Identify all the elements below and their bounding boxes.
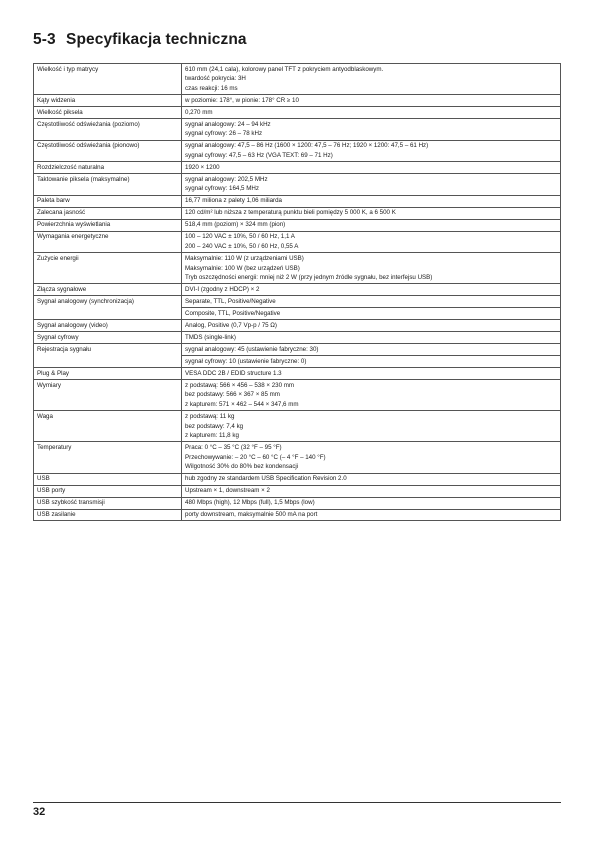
spec-value-line: 610 mm (24,1 cala), kolorowy panel TFT z pokryciem antyodblaskowym. bbox=[185, 65, 384, 73]
spec-label: Powierzchnia wyświetlania bbox=[34, 219, 182, 231]
spec-row bbox=[34, 411, 561, 442]
spec-value bbox=[182, 174, 561, 196]
spec-value-line: bez podstawy: 7,4 kg bbox=[185, 422, 244, 430]
spec-row bbox=[34, 140, 561, 162]
spec-value-line: z kapturem: 571 × 462 – 544 × 347,6 mm bbox=[185, 401, 299, 408]
spec-value bbox=[182, 231, 561, 253]
spec-value-line: Analog, Positive (0,7 Vp-p / 75 Ω) bbox=[185, 321, 277, 329]
spec-value-line: sygnał cyfrowy: 164,5 MHz bbox=[185, 185, 259, 193]
spec-value-line: Composite, TTL, Positive/Negative bbox=[185, 310, 281, 317]
spec-value bbox=[182, 332, 561, 344]
section-title-text: Specyfikacja techniczna bbox=[66, 31, 247, 48]
spec-value bbox=[182, 107, 561, 119]
spec-row bbox=[34, 95, 561, 107]
spec-value bbox=[182, 195, 561, 207]
spec-value-line: Maksymalnie: 100 W (bez urządzeń USB) bbox=[185, 264, 300, 272]
spec-value-line: 16,77 miliona z palety 1,06 miliarda bbox=[185, 197, 282, 205]
spec-value bbox=[182, 207, 561, 219]
spec-row bbox=[34, 207, 561, 219]
spec-label: Wielkość i typ matrycy bbox=[34, 64, 182, 95]
spec-value bbox=[182, 95, 561, 107]
spec-value-line: 200 – 240 VAC ± 10%, 50 / 60 Hz, 0,55 A bbox=[185, 242, 299, 250]
spec-row bbox=[34, 231, 561, 253]
spec-value-line: 0,270 mm bbox=[185, 108, 213, 116]
spec-value-line: DVI-I (zgodny z HDCP) × 2 bbox=[185, 286, 260, 294]
spec-row bbox=[34, 64, 561, 95]
spec-value bbox=[182, 284, 561, 296]
spec-row bbox=[34, 320, 561, 332]
spec-label: Temperatury bbox=[34, 442, 182, 473]
spec-value-line: z podstawą: 11 kg bbox=[185, 412, 235, 420]
spec-value bbox=[182, 162, 561, 174]
spec-row bbox=[34, 332, 561, 344]
spec-row bbox=[34, 253, 561, 284]
spec-row bbox=[34, 344, 561, 356]
spec-value bbox=[182, 368, 561, 380]
spec-row bbox=[34, 485, 561, 497]
spec-row bbox=[34, 174, 561, 196]
spec-value-line: VESA DDC 2B / EDID structure 1.3 bbox=[185, 369, 282, 377]
spec-label: Złącza sygnałowe bbox=[34, 284, 182, 296]
spec-label: Taktowanie piksela (maksymalne) bbox=[34, 174, 182, 196]
section-header bbox=[33, 31, 561, 49]
spec-value-line: bez podstawy: 566 × 367 × 85 mm bbox=[185, 391, 280, 399]
spec-value bbox=[182, 64, 561, 95]
spec-value bbox=[182, 356, 561, 368]
spec-value bbox=[182, 497, 561, 509]
spec-label: Częstotliwość odświeżania (pionowo) bbox=[34, 140, 182, 162]
spec-value bbox=[182, 509, 561, 521]
page-number: 32 bbox=[33, 806, 46, 818]
spec-label: Plug & Play bbox=[34, 368, 182, 380]
spec-label: Sygnał analogowy (synchronizacja) bbox=[34, 296, 182, 320]
spec-value-line: sygnał analogowy: 202,5 MHz bbox=[185, 175, 268, 183]
spec-label: Wymagania energetyczne bbox=[34, 231, 182, 253]
spec-table bbox=[33, 63, 561, 521]
spec-value-line: Maksymalnie: 110 W (z urządzeniami USB) bbox=[185, 254, 304, 262]
spec-value-line: sygnał cyfrowy: 10 (ustawienie fabryczne: 0) bbox=[185, 357, 307, 365]
spec-row bbox=[34, 219, 561, 231]
spec-value-line: sygnał analogowy: 47,5 – 86 Hz (1600 × 1200: 47,5 – 76 Hz; 1920 × 1200: 47,5 – 61 Hz) bbox=[185, 142, 429, 150]
spec-label: Waga bbox=[34, 411, 182, 442]
spec-row bbox=[34, 473, 561, 485]
spec-row bbox=[34, 368, 561, 380]
section-number: 5-3 bbox=[33, 31, 56, 48]
spec-row bbox=[34, 119, 561, 141]
spec-value-line: hub zgodny ze standardem USB Specification Revision 2.0 bbox=[185, 475, 347, 483]
spec-value-line: Tryb oszczędności energii: mniej niż 2 W (przy jednym źródle sygnału, bez interfejsu USB) bbox=[185, 274, 433, 282]
spec-label: USB bbox=[34, 473, 182, 485]
spec-label: USB zasilanie bbox=[34, 509, 182, 521]
spec-value-line: czas reakcji: 16 ms bbox=[185, 84, 238, 92]
spec-value-line: sygnał analogowy: 45 (ustawienie fabryczne: 30) bbox=[185, 345, 319, 353]
spec-label: Częstotliwość odświeżania (poziomo) bbox=[34, 119, 182, 141]
spec-value-line: Upstream × 1, downstream × 2 bbox=[185, 487, 270, 495]
spec-label: Kąty widzenia bbox=[34, 95, 182, 107]
spec-value bbox=[182, 253, 561, 284]
spec-row bbox=[34, 509, 561, 521]
spec-row bbox=[34, 497, 561, 509]
spec-row bbox=[34, 380, 561, 411]
spec-value bbox=[182, 380, 561, 411]
spec-label: Sygnał analogowy (video) bbox=[34, 320, 182, 332]
footer-rule bbox=[33, 802, 561, 803]
spec-value-line: Separate, TTL, Positive/Negative bbox=[185, 298, 276, 306]
spec-label: Rejestracja sygnału bbox=[34, 344, 182, 368]
spec-label: Zużycie energii bbox=[34, 253, 182, 284]
section-title bbox=[33, 31, 561, 49]
spec-value-line: Przechowywanie: – 20 °C – 60 °C (– 4 °F – 140 °F) bbox=[185, 453, 326, 461]
spec-table-body bbox=[34, 64, 561, 521]
spec-row bbox=[34, 442, 561, 473]
spec-value-line: TMDS (single-link) bbox=[185, 333, 236, 341]
spec-label: Paleta barw bbox=[34, 195, 182, 207]
spec-value-line: 480 Mbps (high), 12 Mbps (full), 1,5 Mbps (low) bbox=[185, 499, 315, 507]
spec-value bbox=[182, 308, 561, 320]
spec-value-line: 100 – 120 VAC ± 10%, 50 / 60 Hz, 1,1 A bbox=[185, 233, 295, 241]
spec-row bbox=[34, 195, 561, 207]
spec-value-line: z podstawą: 566 × 456 – 538 × 230 mm bbox=[185, 381, 295, 389]
spec-row bbox=[34, 162, 561, 174]
spec-value-line: w poziomie: 178°, w pionie: 178° CR ≥ 10 bbox=[185, 96, 299, 104]
spec-value bbox=[182, 344, 561, 356]
spec-value-line: 518,4 mm (poziom) × 324 mm (pion) bbox=[185, 221, 286, 229]
spec-value bbox=[182, 219, 561, 231]
spec-value bbox=[182, 320, 561, 332]
spec-row bbox=[34, 296, 561, 308]
spec-value bbox=[182, 485, 561, 497]
spec-value bbox=[182, 442, 561, 473]
spec-value-line: sygnał cyfrowy: 47,5 – 63 Hz (VGA TEXT: 69 – 71 Hz) bbox=[185, 151, 333, 159]
spec-value bbox=[182, 296, 561, 308]
spec-label: Sygnał cyfrowy bbox=[34, 332, 182, 344]
spec-row bbox=[34, 284, 561, 296]
spec-value-line: 120 cd/m² lub niższa z temperaturą punktu bieli pomiędzy 5 000 K, a 6 500 K bbox=[185, 209, 396, 217]
spec-value bbox=[182, 473, 561, 485]
spec-value-line: porty downstream, maksymalnie 500 mA na port bbox=[185, 511, 318, 519]
spec-value-line: 1920 × 1200 bbox=[185, 163, 220, 171]
spec-value bbox=[182, 119, 561, 141]
spec-value-line: sygnał analogowy: 24 – 94 kHz bbox=[185, 120, 271, 128]
spec-label: Wielkość piksela bbox=[34, 107, 182, 119]
spec-value bbox=[182, 411, 561, 442]
spec-label: Rozdzielczość naturalna bbox=[34, 162, 182, 174]
spec-value-line: Praca: 0 °C – 35 °C (32 °F – 95 °F) bbox=[185, 444, 282, 452]
spec-value-line: sygnał cyfrowy: 26 – 78 kHz bbox=[185, 130, 263, 138]
spec-value bbox=[182, 140, 561, 162]
spec-value-line: z kapturem: 11,8 kg bbox=[185, 432, 239, 440]
spec-value-line: twardość pokrycia: 3H bbox=[185, 75, 246, 83]
spec-value-line: Wilgotność 30% do 80% bez kondensacji bbox=[185, 463, 299, 471]
spec-label: Wymiary bbox=[34, 380, 182, 411]
spec-label: USB porty bbox=[34, 485, 182, 497]
spec-label: USB szybkość transmisji bbox=[34, 497, 182, 509]
spec-label: Zalecana jasność bbox=[34, 207, 182, 219]
spec-row bbox=[34, 107, 561, 119]
